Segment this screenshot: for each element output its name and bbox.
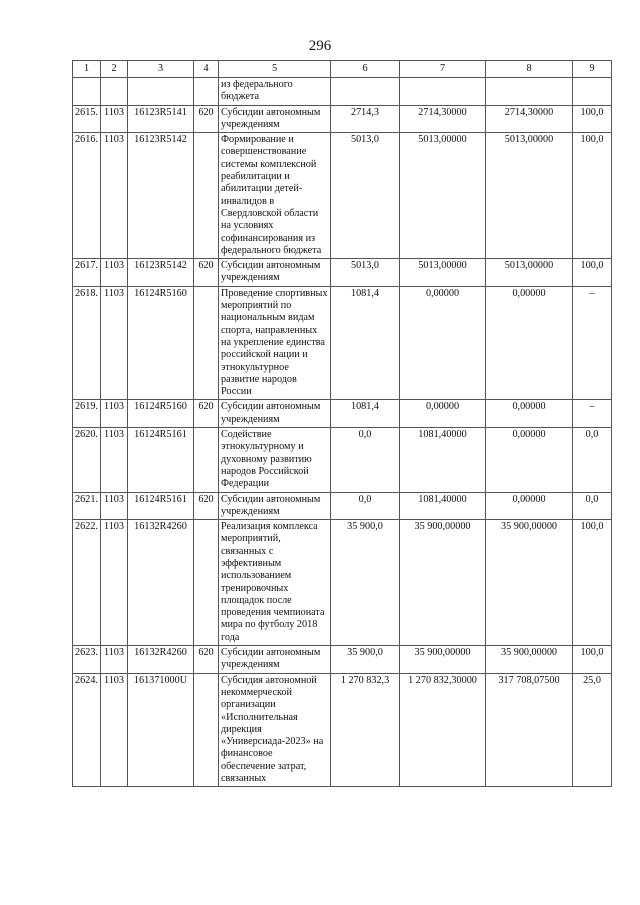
- amount-col7: 0,00000: [400, 286, 486, 400]
- amount-col6: 0,0: [331, 428, 400, 492]
- expense-type: 620: [194, 646, 219, 674]
- amount-col6: 1 270 832,3: [331, 673, 400, 787]
- row-number: 2616.: [73, 133, 101, 259]
- expense-type: [194, 673, 219, 787]
- section-code: 1103: [101, 520, 128, 646]
- row-number: 2619.: [73, 400, 101, 428]
- amount-col7: [400, 78, 486, 106]
- percent-col9: [573, 78, 612, 106]
- percent-col9: 0,0: [573, 428, 612, 492]
- column-header-9: 9: [573, 61, 612, 78]
- table-body: [73, 78, 612, 787]
- target-article: 16132R4260: [128, 646, 194, 674]
- row-number: 2618.: [73, 286, 101, 400]
- item-name: Субсидии автономным учреждениям: [219, 492, 331, 520]
- table-row: [73, 492, 612, 520]
- expense-type: 620: [194, 259, 219, 287]
- section-code: 1103: [101, 286, 128, 400]
- section-code: 1103: [101, 673, 128, 787]
- row-number: 2617.: [73, 259, 101, 287]
- table-row: [73, 78, 612, 106]
- amount-col7: 35 900,00000: [400, 646, 486, 674]
- percent-col9: –: [573, 286, 612, 400]
- expense-type: 620: [194, 492, 219, 520]
- item-name: Субсидии автономным учреждениям: [219, 646, 331, 674]
- amount-col6: 2714,3: [331, 105, 400, 133]
- amount-col7: 5013,00000: [400, 259, 486, 287]
- item-name: Субсидии автономным учреждениям: [219, 259, 331, 287]
- amount-col8: 5013,00000: [486, 259, 573, 287]
- item-name: Реализация комплекса мероприятий, связанных с эффективным использованием тренировочных площадок после проведения чемпионата мира по футболу 2018 года: [219, 520, 331, 646]
- column-header-5: 5: [219, 61, 331, 78]
- row-number: 2623.: [73, 646, 101, 674]
- section-code: 1103: [101, 646, 128, 674]
- section-code: 1103: [101, 105, 128, 133]
- amount-col7: 35 900,00000: [400, 520, 486, 646]
- percent-col9: 0,0: [573, 492, 612, 520]
- item-name: Содействие этнокультурному и духовному развитию народов Российской Федерации: [219, 428, 331, 492]
- amount-col8: 317 708,07500: [486, 673, 573, 787]
- percent-col9: –: [573, 400, 612, 428]
- percent-col9: 25,0: [573, 673, 612, 787]
- table-row: [73, 105, 612, 133]
- amount-col6: 5013,0: [331, 133, 400, 259]
- table-row: [73, 646, 612, 674]
- row-number: 2621.: [73, 492, 101, 520]
- section-code: 1103: [101, 259, 128, 287]
- amount-col8: 0,00000: [486, 400, 573, 428]
- amount-col6: 35 900,0: [331, 646, 400, 674]
- percent-col9: 100,0: [573, 520, 612, 646]
- expense-type: [194, 78, 219, 106]
- amount-col6: 1081,4: [331, 400, 400, 428]
- target-article: 16123R5142: [128, 133, 194, 259]
- amount-col6: [331, 78, 400, 106]
- expense-type: [194, 428, 219, 492]
- budget-table: [72, 60, 612, 787]
- item-name: Проведение спортивных мероприятий по национальным видам спорта, направленных на укрепление единства российской нации и этнокультурное развитие народов России: [219, 286, 331, 400]
- table-row: [73, 133, 612, 259]
- percent-col9: 100,0: [573, 646, 612, 674]
- section-code: 1103: [101, 492, 128, 520]
- column-header-7: 7: [400, 61, 486, 78]
- section-code: 1103: [101, 400, 128, 428]
- amount-col6: 1081,4: [331, 286, 400, 400]
- target-article: [128, 78, 194, 106]
- amount-col7: 1081,40000: [400, 428, 486, 492]
- table-row: [73, 520, 612, 646]
- amount-col7: 0,00000: [400, 400, 486, 428]
- target-article: 16124R5161: [128, 492, 194, 520]
- table-row: [73, 400, 612, 428]
- amount-col7: 5013,00000: [400, 133, 486, 259]
- row-number: 2615.: [73, 105, 101, 133]
- target-article: 16124R5160: [128, 400, 194, 428]
- amount-col8: 35 900,00000: [486, 646, 573, 674]
- column-header-8: 8: [486, 61, 573, 78]
- header-row: [73, 61, 612, 78]
- amount-col8: 0,00000: [486, 428, 573, 492]
- expense-type: 620: [194, 105, 219, 133]
- item-name: Субсидия автономной некоммерческой организации «Исполнительная дирекция «Универсиада-2023» на финансовое обеспечение затрат, связанных: [219, 673, 331, 787]
- percent-col9: 100,0: [573, 133, 612, 259]
- section-code: [101, 78, 128, 106]
- amount-col8: [486, 78, 573, 106]
- table-row: [73, 428, 612, 492]
- column-header-6: 6: [331, 61, 400, 78]
- amount-col8: 35 900,00000: [486, 520, 573, 646]
- amount-col8: 2714,30000: [486, 105, 573, 133]
- row-number: 2620.: [73, 428, 101, 492]
- table-row: [73, 673, 612, 787]
- column-header-2: 2: [101, 61, 128, 78]
- amount-col7: 2714,30000: [400, 105, 486, 133]
- amount-col8: 0,00000: [486, 286, 573, 400]
- section-code: 1103: [101, 133, 128, 259]
- target-article: 161371000U: [128, 673, 194, 787]
- row-number: [73, 78, 101, 106]
- expense-type: [194, 133, 219, 259]
- percent-col9: 100,0: [573, 105, 612, 133]
- amount-col6: 35 900,0: [331, 520, 400, 646]
- item-name: Формирование и совершенствование системы комплексной реабилитации и абилитации детей-инвалидов в Свердловской области на условиях софинансирования из федерального бюджета: [219, 133, 331, 259]
- amount-col6: 0,0: [331, 492, 400, 520]
- table-header: [73, 61, 612, 78]
- amount-col8: 5013,00000: [486, 133, 573, 259]
- expense-type: [194, 520, 219, 646]
- expense-type: 620: [194, 400, 219, 428]
- amount-col7: 1081,40000: [400, 492, 486, 520]
- table-row: [73, 259, 612, 287]
- row-number: 2622.: [73, 520, 101, 646]
- row-number: 2624.: [73, 673, 101, 787]
- column-header-3: 3: [128, 61, 194, 78]
- amount-col7: 1 270 832,30000: [400, 673, 486, 787]
- section-code: 1103: [101, 428, 128, 492]
- column-header-1: 1: [73, 61, 101, 78]
- expense-type: [194, 286, 219, 400]
- target-article: 16124R5161: [128, 428, 194, 492]
- column-header-4: 4: [194, 61, 219, 78]
- target-article: 16123R5142: [128, 259, 194, 287]
- target-article: 16132R4260: [128, 520, 194, 646]
- percent-col9: 100,0: [573, 259, 612, 287]
- amount-col8: 0,00000: [486, 492, 573, 520]
- item-name: Субсидии автономным учреждениям: [219, 400, 331, 428]
- item-name: из федерального бюджета: [219, 78, 331, 106]
- table-row: [73, 286, 612, 400]
- item-name: Субсидии автономным учреждениям: [219, 105, 331, 133]
- target-article: 16124R5160: [128, 286, 194, 400]
- target-article: 16123R5141: [128, 105, 194, 133]
- page-number: 296: [308, 38, 332, 54]
- amount-col6: 5013,0: [331, 259, 400, 287]
